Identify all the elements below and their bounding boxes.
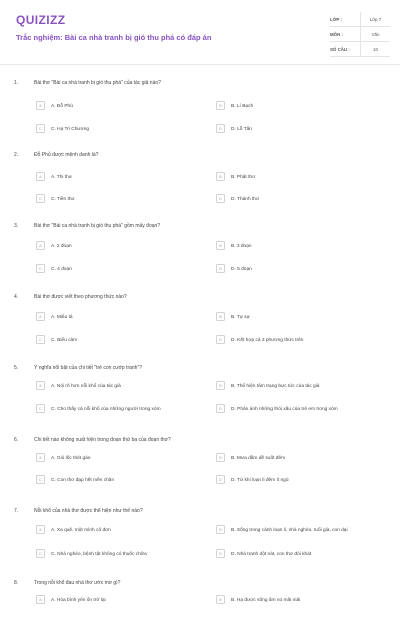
option-letter-box: D — [216, 335, 225, 344]
question-text: Chi tiết nào không xuất hiện trong đoạn thứ ba của đoạn thơ? — [34, 437, 171, 443]
option-letter-box: B — [216, 381, 225, 390]
question-item — [0, 421, 400, 493]
question-text: Bài thơ "Bài ca nhà tranh bị gió thu phá" của tác giả nào? — [34, 80, 161, 86]
option-text: C. Tiên thơ — [51, 197, 75, 202]
option-letter-box: D — [216, 264, 225, 273]
option-text: D. Nhà tranh dột nát, con thơ đói khát — [231, 552, 312, 557]
option-text: A. 2 đoạn — [51, 244, 72, 249]
question-number: 4. — [14, 294, 19, 300]
meta-value: Lớp 7 — [360, 12, 390, 26]
meta-label: SỐ CÂU : — [330, 46, 350, 52]
question-number: 2. — [14, 152, 19, 158]
question-number: 7. — [14, 508, 19, 514]
option-text: A. Xa quê, một mình cô đơn — [51, 528, 111, 533]
option-text: B. Phật thơ — [231, 175, 256, 180]
question-text: Bài thơ "Bài ca nhà tranh bị gió thu phá" gồm mấy đoạn? — [34, 223, 161, 229]
option-letter-box: C — [36, 549, 45, 558]
question-number: 8. — [14, 580, 19, 586]
option-letter-box: D — [216, 404, 225, 413]
option-letter-box: D — [216, 124, 225, 133]
question-number: 5. — [14, 365, 19, 371]
meta-value: Văn — [360, 27, 390, 41]
option-letter-box: D — [216, 194, 225, 203]
option-text: B. Hạ được sống ấm no mãi mãi — [231, 598, 301, 603]
question-text: Trong nỗi khổ đau nhà thơ ước mơ gì? — [34, 580, 121, 586]
option-text: C. Con thơ đạp hết mền chăn — [51, 478, 115, 483]
question-item — [0, 564, 400, 636]
option-letter-box: B — [216, 241, 225, 250]
option-letter-box: A — [36, 595, 45, 604]
option-text: C. Nhà nghèo, bệnh tật không có thuốc chữa — [51, 552, 147, 557]
option-letter-box: A — [36, 381, 45, 390]
option-text: A. Thi thư — [51, 175, 72, 180]
option-letter-box: B — [216, 101, 225, 110]
option-text: D. Từ khi loạn li đêm ít ngủ — [231, 478, 289, 483]
meta-row-subject — [330, 27, 390, 42]
option-letter-box: B — [216, 172, 225, 181]
option-text: A. Nói rõ hơn nỗi khổ của tác giả — [51, 384, 121, 389]
meta-table — [330, 12, 390, 57]
option-text: B. Mưa dầm dề suốt đêm — [231, 456, 286, 461]
meta-label: MÔN : — [330, 31, 343, 37]
option-text: B. Lí Bạch — [231, 104, 254, 109]
page-title: Trắc nghiệm: Bài ca nhà tranh bị gió thu phá có đáp án — [16, 33, 212, 42]
option-text: D. Lỗ Tấn — [231, 127, 252, 132]
option-text: B. Tự sự — [231, 315, 250, 320]
option-letter-box: A — [36, 101, 45, 110]
question-item — [0, 349, 400, 421]
option-text: A. Miêu tả — [51, 315, 73, 320]
question-number: 1. — [14, 80, 19, 86]
question-item — [0, 136, 400, 208]
question-item — [0, 278, 400, 350]
option-text: A. Hòa bình yên ổn trở lại — [51, 598, 106, 603]
option-text: D. Phản ánh những thói xấu của trẻ em trong xóm — [231, 407, 338, 412]
option-letter-box: A — [36, 453, 45, 462]
option-letter-box: C — [36, 194, 45, 203]
option-text: D. Kết hợp cả 3 phương thức trên — [231, 338, 304, 343]
option-text: D. 5 đoạn — [231, 267, 252, 272]
question-item — [0, 492, 400, 564]
question-text: Nỗi khổ của nhà thơ được thể hiện như thế nào? — [34, 508, 143, 514]
meta-row-question-count — [330, 42, 390, 57]
option-letter-box: C — [36, 335, 45, 344]
question-item — [0, 64, 400, 136]
option-letter-box: B — [216, 525, 225, 534]
option-text: B. Sống trong cảnh loạn li, nhà nghèo, tuổi già, con dại — [231, 528, 348, 533]
option-text: C. Cho thấy cả nỗi khổ của những người trong xóm — [51, 407, 161, 412]
option-letter-box: A — [36, 241, 45, 250]
option-letter-box: A — [36, 172, 45, 181]
option-text: C. Hạ Tri Chương — [51, 127, 90, 132]
option-text: A. Gió lốc thét gào — [51, 456, 91, 461]
option-letter-box: C — [36, 475, 45, 484]
meta-label: LỚP : — [330, 16, 342, 22]
option-letter-box: C — [36, 404, 45, 413]
option-text: B. Thể hiện tâm trạng bực tức của tác giả — [231, 384, 320, 389]
option-letter-box: C — [36, 124, 45, 133]
question-number: 6. — [14, 437, 19, 443]
option-letter-box: C — [36, 264, 45, 273]
question-text: Bài thơ được viết theo phương thức nào? — [34, 294, 127, 300]
meta-value: 10 — [360, 42, 390, 56]
option-text: B. 3 đoạn — [231, 244, 252, 249]
quizizz-logo[interactable]: QUIZIZZ — [16, 13, 66, 27]
meta-row-grade — [330, 12, 390, 27]
option-text: C. 4 đoạn — [51, 267, 72, 272]
option-letter-box: B — [216, 312, 225, 321]
question-number: 3. — [14, 223, 19, 229]
option-letter-box: B — [216, 453, 225, 462]
option-letter-box: B — [216, 595, 225, 604]
question-item — [0, 207, 400, 279]
option-letter-box: A — [36, 312, 45, 321]
option-text: D. Thánh thơ — [231, 197, 260, 202]
option-text: A. Đỗ Phủ — [51, 104, 73, 109]
option-text: C. Biểu cảm — [51, 338, 78, 343]
question-text: Đỗ Phủ được mệnh danh là? — [34, 152, 99, 158]
option-letter-box: D — [216, 549, 225, 558]
worksheet-header — [0, 0, 400, 64]
option-letter-box: A — [36, 525, 45, 534]
question-text: Ý nghĩa nổi bật của chi tiết "trẻ con cướp tranh"? — [34, 365, 143, 371]
option-letter-box: D — [216, 475, 225, 484]
